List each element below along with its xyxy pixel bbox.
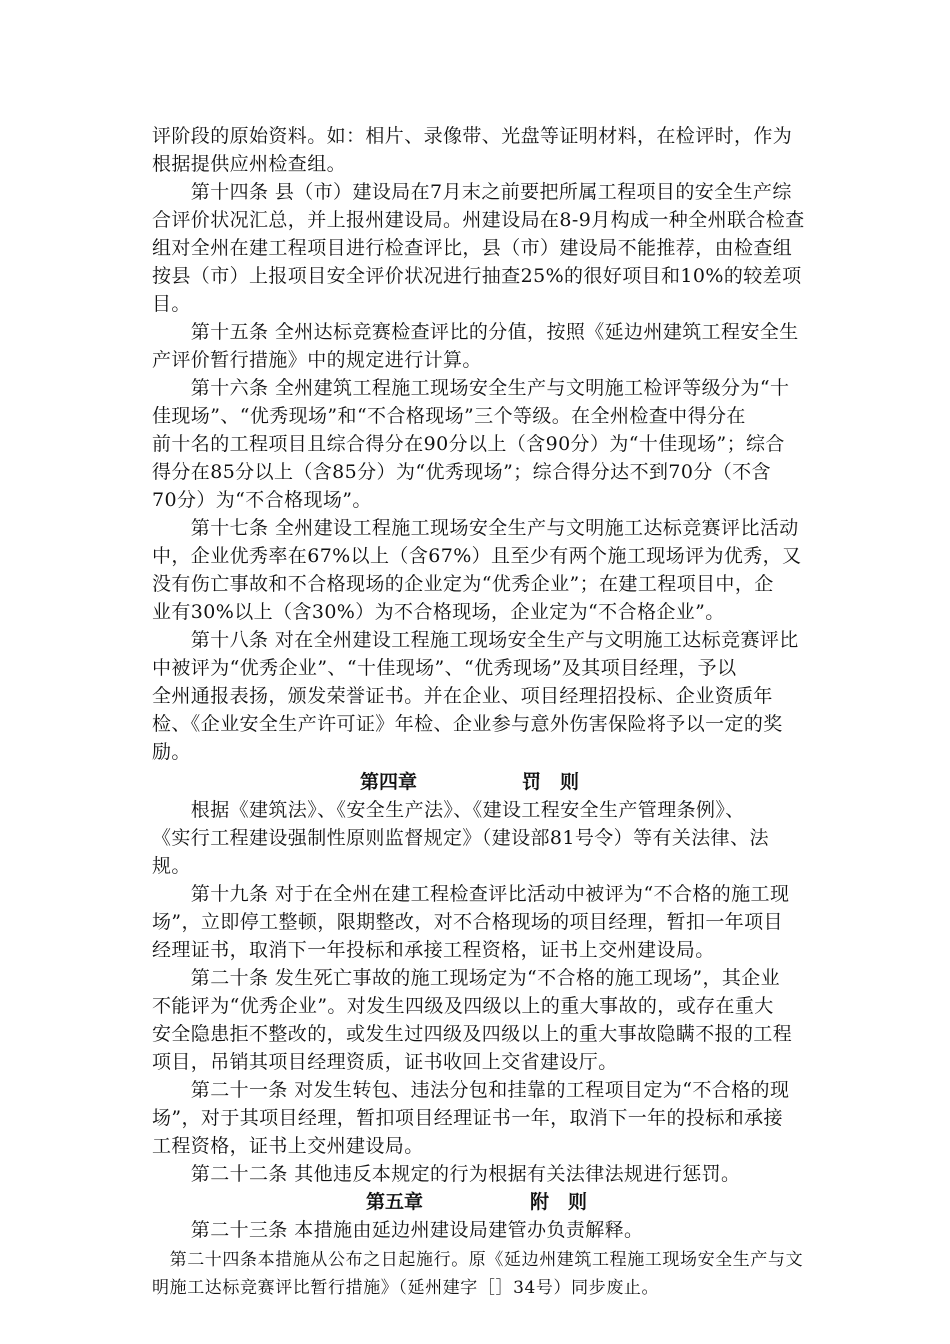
text-line: 业有30%以上（含30%）为不合格现场，企业定为“不合格企业”。 [152,601,725,623]
text-line: 检、《企业安全生产许可证》年检、企业参与意外伤害保险将予以一定的奖 [152,713,783,735]
text-line: 第二十四条本措施从公布之日起施行。原《延边州建筑工程施工现场安全生产与文 [152,1250,804,1270]
text-line: 规。 [152,855,191,877]
text-line: 不能评为“优秀企业”。对发生四级及四级以上的重大事故的，或存在重大 [152,995,774,1017]
text-line: 中被评为“优秀企业”、“十佳现场”、“优秀现场”及其项目经理，予以 [152,657,737,679]
text-line: 评阶段的原始资料。如：相片、录像带、光盘等证明材料，在检评时，作为 [152,125,793,147]
text-line: 第十八条 对在全州建设工程施工现场安全生产与文明施工达标竞赛评比 [152,629,799,651]
text-line: 场”，对于其项目经理，暂扣项目经理证书一年，取消下一年的投标和承接 [152,1107,783,1129]
text-line: 得分在85分以上（含85分）为“优秀现场”；综合得分达不到70分（不含 [152,461,771,483]
text-line: 合评价状况汇总，并上报州建设局。州建设局在8-9月构成一种全州联合检查 [152,209,805,231]
text-line: 经理证书，取消下一年投标和承接工程资格，证书上交州建设局。 [152,939,715,961]
chapter-4-number: 第四章 [360,771,418,793]
text-line: 安全隐患拒不整改的，或发生过四级及四级以上的重大事故隐瞒不报的工程 [152,1023,793,1045]
text-line: 《实行工程建设强制性原则监督规定》（建设部81号令）等有关法律、法 [152,827,769,849]
text-line: 佳现场”、“优秀现场”和“不合格现场”三个等级。在全州检查中得分在 [152,405,746,427]
text-line: 第二十一条 对发生转包、违法分包和挂靠的工程项目定为“不合格的现 [152,1079,790,1101]
text-line: 明施工达标竞赛评比暂行措施》（延州建字［］34号）同步废止。 [152,1278,660,1298]
text-line: 全州通报表扬，颁发荣誉证书。并在企业、项目经理招投标、企业资质年 [152,685,773,707]
text-line: 没有伤亡事故和不合格现场的企业定为“优秀企业”；在建工程项目中，企 [152,573,774,595]
text-line: 第十六条 全州建筑工程施工现场安全生产与文明施工检评等级分为“十 [152,377,790,399]
text-line: 第十五条 全州达标竞赛检查评比的分值，按照《延边州建筑工程安全生 [152,321,799,343]
text-line: 前十名的工程项目且综合得分在90分以上（含90分）为“十佳现场”；综合 [152,433,785,455]
text-line: 项目，吊销其项目经理资质，证书收回上交省建设厅。 [152,1051,618,1073]
chapter-5-title: 附 则 [530,1191,588,1213]
text-line: 第二十三条 本措施由延边州建设局建管办负责解释。 [152,1219,644,1241]
text-line: 70分）为“不合格现场”。 [152,489,372,511]
text-line: 中，企业优秀率在67%以上（含67%）且至少有两个施工现场评为优秀，又 [152,545,802,567]
chapter-4-title: 罚 则 [522,771,580,793]
text-line: 工程资格，证书上交州建设局。 [152,1135,424,1157]
text-line: 场”，立即停工整顿，限期整改，对不合格现场的项目经理，暂扣一年项目 [152,911,783,933]
text-line: 第二十条 发生死亡事故的施工现场定为“不合格的施工现场”，其企业 [152,967,781,989]
text-line: 第十四条 县（市）建设局在7月末之前要把所属工程项目的安全生产综 [152,181,792,203]
text-line: 组对全州在建工程项目进行检查评比，县（市）建设局不能推荐，由检查组 [152,237,793,259]
chapter-5-number: 第五章 [366,1191,424,1213]
text-line: 按县（市）上报项目安全评价状况进行抽查25%的很好项目和10%的较差项 [152,265,802,287]
text-line: 根据《建筑法》、《安全生产法》、《建设工程安全生产管理条例》、 [152,799,745,821]
text-line: 第十九条 对于在全州在建工程检查评比活动中被评为“不合格的施工现 [152,883,790,905]
text-line: 励。 [152,741,191,763]
text-line: 第二十二条 其他违反本规定的行为根据有关法律法规进行惩罚。 [152,1163,741,1185]
text-line: 根据提供应州检查组。 [152,153,347,175]
text-line: 产评价暂行措施》中的规定进行计算。 [152,349,482,371]
text-line: 目。 [152,293,191,315]
text-line: 第十七条 全州建设工程施工现场安全生产与文明施工达标竞赛评比活动 [152,517,799,539]
